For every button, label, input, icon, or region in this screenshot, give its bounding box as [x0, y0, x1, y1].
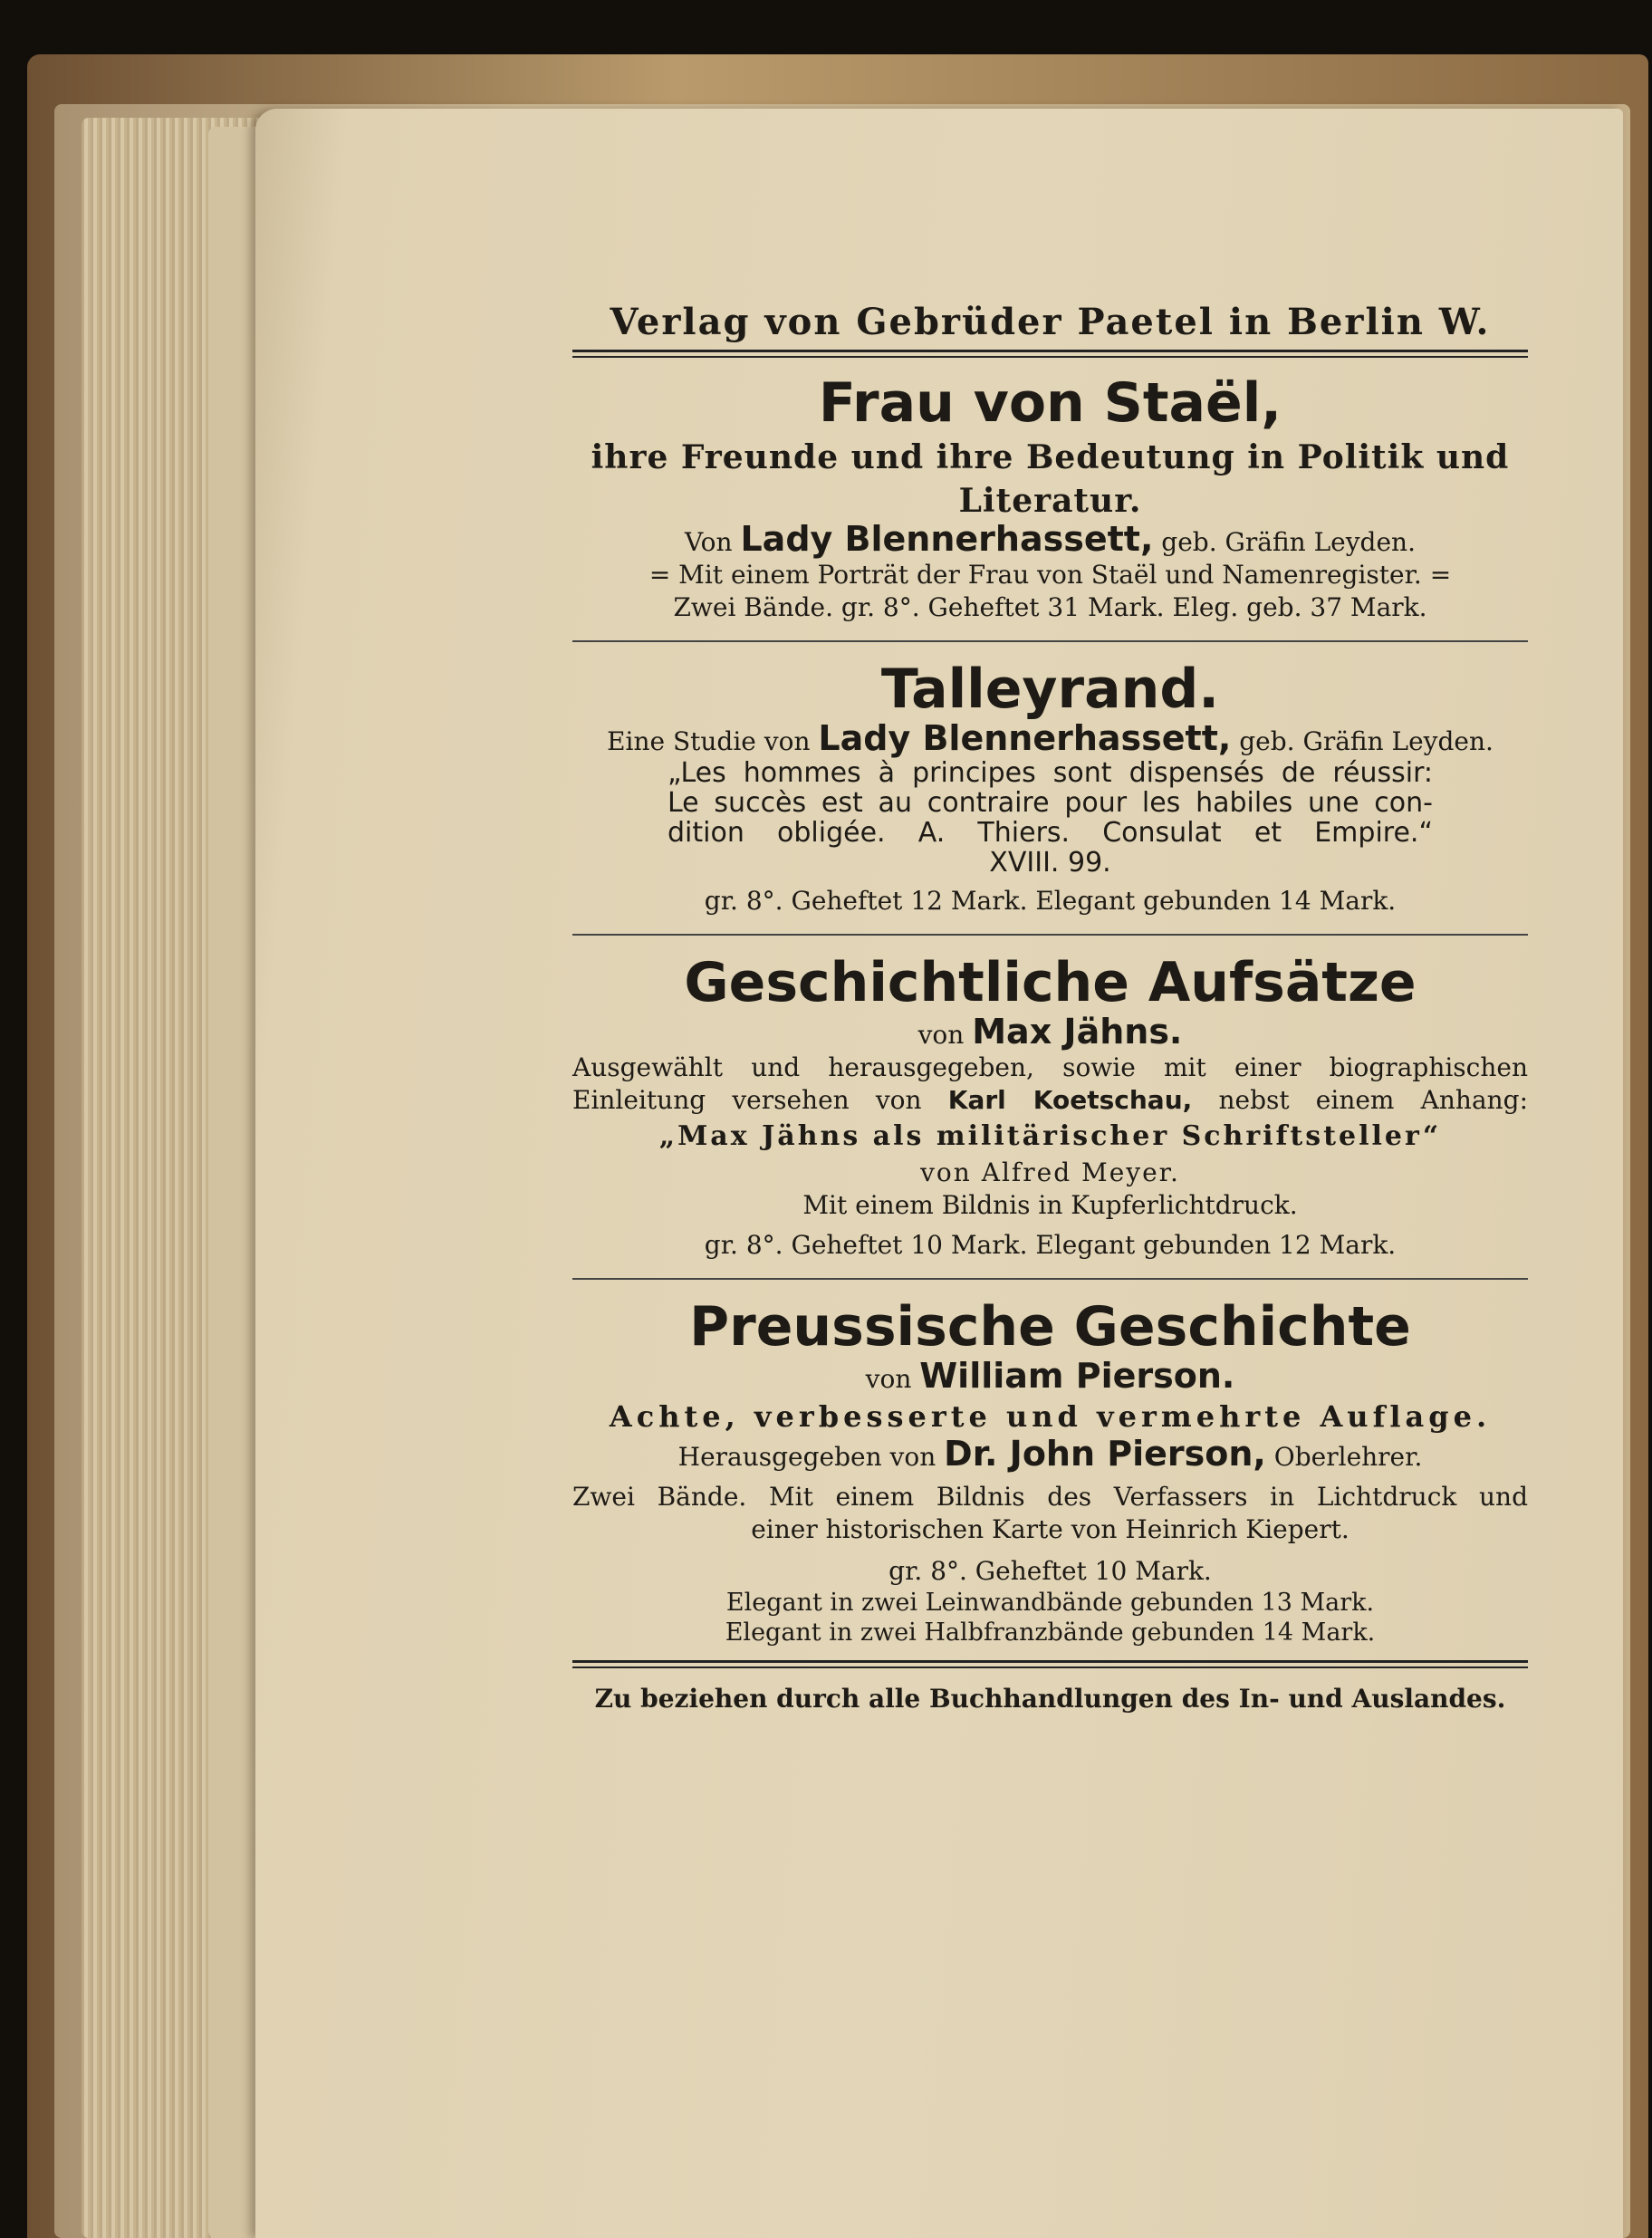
author-line-pierson [572, 1356, 1528, 1396]
editor-name: Dr. John Pierson, [944, 1434, 1266, 1474]
divider [572, 1278, 1528, 1280]
ed-by-label: Herausgegeben von [677, 1442, 936, 1472]
book-entry-stael [572, 370, 1528, 624]
price-jaehns: gr. 8°. Geheftet 10 Mark. Elegant gebunden 12 Mark. [704, 1230, 1397, 1260]
book-entry-talleyrand [572, 657, 1528, 917]
extra-stael: = Mit einem Porträt der Frau von Staël und Namenregister. = [648, 560, 1452, 590]
author-name: Max Jähns. [972, 1012, 1183, 1052]
quote-line: „Les hommes à principes sont dispensés de réussir: [668, 757, 1433, 789]
title-stael: Frau von Staël, [818, 371, 1282, 435]
author-note: geb. Gräfin Leyden. [1161, 527, 1416, 557]
book-entry-jaehns [572, 950, 1528, 1262]
divider [572, 640, 1528, 642]
desc-line: Zwei Bände. Mit einem Bildnis des Verfassers in Lichtdruck und [572, 1482, 1528, 1512]
title-talleyrand: Talleyrand. [880, 658, 1220, 721]
by-label: Eine Studie von [607, 726, 811, 756]
price-stael: Zwei Bände. gr. 8°. Geheftet 31 Mark. Eleg. geb. 37 Mark. [673, 592, 1427, 622]
book-entry-pierson [572, 1294, 1528, 1647]
advertisement [572, 299, 1528, 1717]
editor-note: Oberlehrer. [1273, 1442, 1423, 1472]
subtitle-stael: ihre Freunde und ihre Bedeutung in Politik und Literatur. [591, 438, 1510, 520]
price-line: gr. 8°. Geheftet 10 Mark. [888, 1556, 1212, 1586]
publisher-header: Verlag von Gebrüder Paetel in Berlin W. [610, 301, 1491, 343]
author-name: William Pierson. [919, 1356, 1235, 1396]
by-label: von [917, 1020, 965, 1050]
footer-note: Zu beziehen durch alle Buchhandlungen des In- und Auslandes. [594, 1684, 1506, 1714]
quote-line: Le succès est au contraire pour les habiles une con- [668, 787, 1433, 819]
quote-line: dition obligée. A. Thiers. Consulat et Empire.“ [668, 817, 1433, 849]
author-name: Lady Blennerhassett, [740, 519, 1154, 559]
divider [572, 934, 1528, 936]
by-label: Von [685, 527, 733, 557]
editor-name: Karl Koetschau, [947, 1085, 1193, 1115]
price-line: Elegant in zwei Halbfranzbände gebunden 14 Mark. [725, 1618, 1376, 1647]
author-line-stael [572, 519, 1528, 559]
quote-line: XVIII. 99. [989, 847, 1111, 879]
appendix-title: „Max Jähns als militärischer Schriftsteller“ [658, 1120, 1442, 1152]
title-pierson: Preussische Geschichte [689, 1295, 1411, 1359]
author-line-talleyrand [572, 718, 1528, 758]
portrait-note: Mit einem Bildnis in Kupferlichtdruck. [802, 1190, 1298, 1220]
title-jaehns: Geschichtliche Aufsätze [684, 951, 1417, 1014]
desc-text: nebst einem Anhang: [1218, 1085, 1529, 1115]
author-line-jaehns [572, 1012, 1528, 1052]
double-rule [572, 1660, 1528, 1668]
desc-line: Ausgewählt und herausgegeben, sowie mit einer biographischen [572, 1052, 1528, 1082]
by-label: von [865, 1364, 912, 1394]
desc-line: einer historischen Karte von Heinrich Kiepert. [751, 1514, 1349, 1544]
author-name: Lady Blennerhassett, [818, 718, 1232, 758]
author-note: geb. Gräfin Leyden. [1239, 726, 1494, 756]
edition-line: Achte, verbesserte und vermehrte Auflage. [609, 1399, 1492, 1434]
price-talleyrand: gr. 8°. Geheftet 12 Mark. Elegant gebunden 14 Mark. [704, 886, 1397, 916]
desc-line [572, 1084, 1528, 1117]
double-rule [572, 350, 1528, 358]
appendix-author: von Alfred Meyer. [920, 1157, 1180, 1187]
desc-text: Einleitung versehen von [572, 1085, 922, 1115]
price-line: Elegant in zwei Leinwandbände gebunden 13 Mark. [725, 1589, 1375, 1617]
editor-line [572, 1434, 1528, 1474]
